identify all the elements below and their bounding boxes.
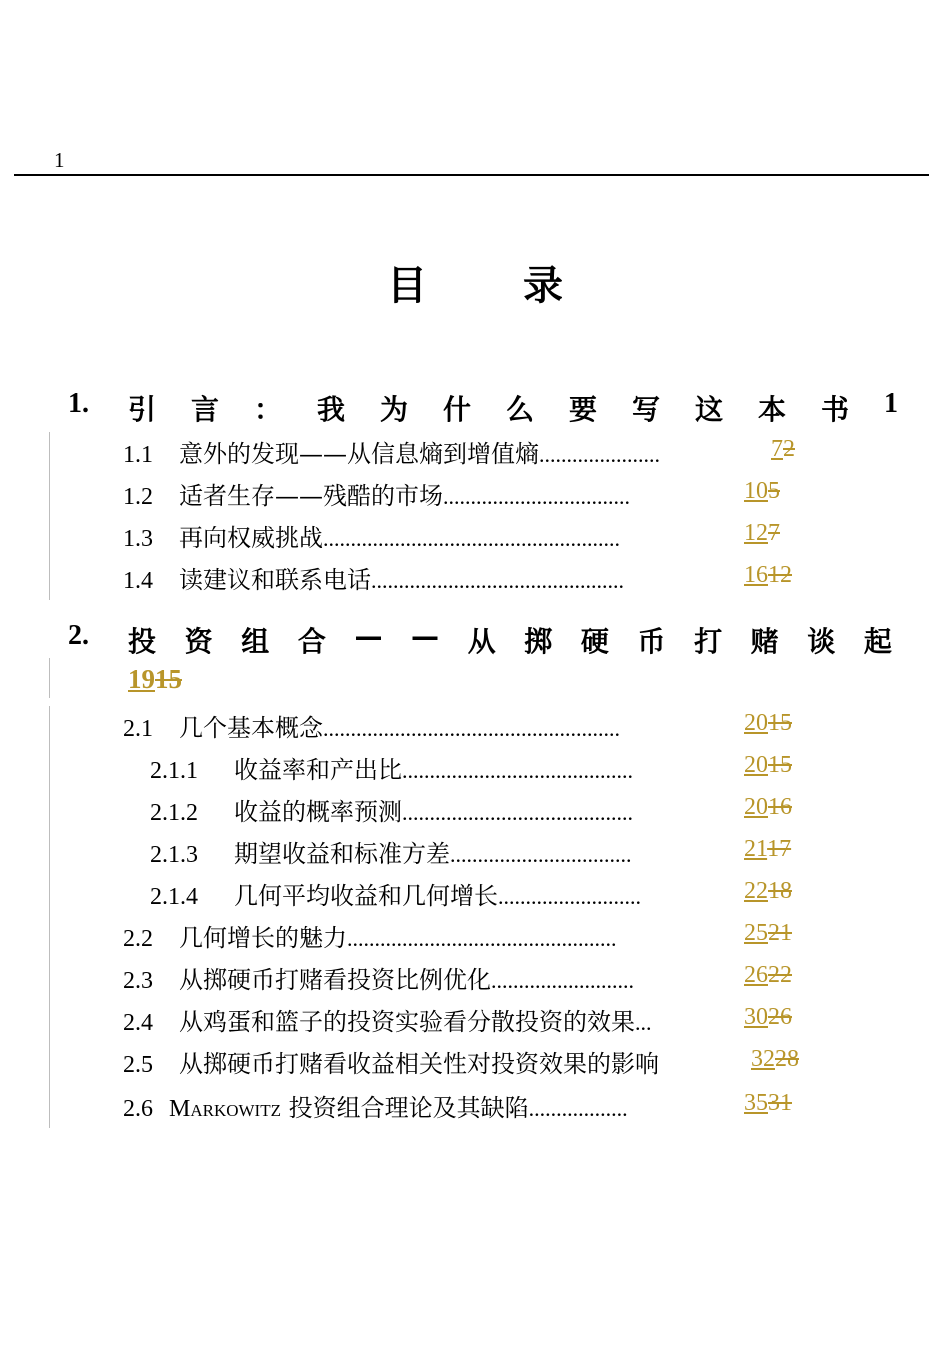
page-inserted: 19 <box>128 664 155 694</box>
heading-char: 币 <box>637 625 666 658</box>
heading-char: 投 <box>128 625 157 658</box>
page-inserted: 10 <box>744 478 768 504</box>
change-bar <box>49 432 50 600</box>
entry-number: 2.3 <box>123 968 153 994</box>
entry-number: 2.1.2 <box>150 800 198 826</box>
heading-char: 引 <box>128 393 157 426</box>
entry-leader-dots: .......................................... <box>402 800 633 825</box>
page-deleted: 26 <box>768 1004 792 1030</box>
entry-title: 收益的概率预测 <box>234 798 402 826</box>
heading-char: 合 <box>297 625 326 658</box>
heading-char: 起 <box>863 625 892 658</box>
entry-title: 读建议和联系电话 <box>179 566 371 594</box>
page-inserted: 7 <box>771 436 783 462</box>
entry-leader-dots: .......................... <box>498 884 641 909</box>
page-deleted: 16 <box>768 794 792 820</box>
page-deleted: 31 <box>768 1090 792 1116</box>
page-inserted: 20 <box>744 752 768 778</box>
entry-title: 从掷硬币打赌看收益相关性对投资效果的影响 <box>179 1050 659 1078</box>
chapter-number: 2. <box>68 620 89 651</box>
entry-title: 从鸡蛋和篮子的投资实验看分散投资的效果 <box>179 1008 635 1036</box>
heading-char: 本 <box>758 393 787 426</box>
heading-char: 要 <box>569 393 598 426</box>
heading-char: 么 <box>506 393 535 426</box>
heading-char: ： <box>254 393 283 426</box>
entry-title: 期望收益和标准方差 <box>234 840 450 868</box>
entry-title: 几何增长的魅力 <box>179 924 347 952</box>
heading-char: — <box>411 620 440 653</box>
entry-page[interactable] <box>744 1090 792 1117</box>
entry-leader-dots: ................................................. <box>347 926 617 951</box>
heading-char: — <box>354 620 383 653</box>
page-inserted: 12 <box>744 520 768 546</box>
page-deleted: 5 <box>768 478 780 504</box>
chapter-2-heading[interactable] <box>68 620 892 660</box>
entry-title: 意外的发现——从信息熵到增值熵 <box>179 440 539 468</box>
page-inserted: 20 <box>744 710 768 736</box>
entry-number: 2.1 <box>123 716 153 742</box>
page-deleted: 15 <box>768 710 792 736</box>
page-deleted: 21 <box>768 920 792 946</box>
heading-char: 书 <box>821 393 850 426</box>
entry-page[interactable] <box>744 710 792 737</box>
page-inserted: 26 <box>744 962 768 988</box>
page-deleted: 17 <box>767 836 792 862</box>
toc-entry-2-1[interactable] <box>123 710 620 746</box>
heading-char: 赌 <box>750 625 779 658</box>
change-bar <box>49 658 50 698</box>
entry-page[interactable] <box>744 1004 792 1031</box>
toc-entry-2-4[interactable] <box>123 1004 652 1040</box>
toc-entry-2-3[interactable] <box>123 962 634 998</box>
chapter-1-heading[interactable] <box>68 388 898 424</box>
entry-page[interactable] <box>744 752 792 779</box>
toc-entry-2-6[interactable] <box>123 1090 628 1126</box>
entry-title: 适者生存——残酷的市场 <box>179 482 443 510</box>
entry-number: 2.1.3 <box>150 842 198 868</box>
page-deleted: 15 <box>155 664 182 694</box>
page-deleted: 15 <box>768 752 792 778</box>
entry-number: 2.1.4 <box>150 884 198 910</box>
toc-title-char: 目 <box>387 263 427 309</box>
entry-leader-dots: ................................. <box>450 842 632 867</box>
entry-number: 2.5 <box>123 1052 153 1078</box>
entry-title: 投资组合理论及其缺陷 <box>288 1094 529 1122</box>
page-inserted: 20 <box>744 794 768 820</box>
entry-leader-dots: ... <box>635 1010 652 1035</box>
change-bar <box>49 706 50 1128</box>
entry-leader-dots: .................................. <box>443 484 630 509</box>
toc-entry-1-3[interactable] <box>123 520 620 556</box>
toc-entry-2-1-3[interactable] <box>150 836 632 872</box>
heading-char: 这 <box>695 393 724 426</box>
entry-title: 几何平均收益和几何增长 <box>234 882 498 910</box>
heading-char: 言 <box>191 393 220 426</box>
entry-page[interactable] <box>744 478 780 505</box>
heading-char: 从 <box>467 625 496 658</box>
entry-number: 1.1 <box>123 442 153 468</box>
entry-page[interactable] <box>744 878 792 905</box>
heading-char: 掷 <box>524 625 553 658</box>
heading-char: 打 <box>694 625 723 658</box>
toc-entry-2-5[interactable] <box>123 1046 659 1082</box>
entry-page[interactable] <box>744 836 791 863</box>
toc-entry-1-4[interactable] <box>123 562 624 598</box>
heading-char: 什 <box>443 393 472 426</box>
entry-number: 2.2 <box>123 926 153 952</box>
toc-entry-1-1[interactable] <box>123 436 660 472</box>
entry-page[interactable] <box>744 562 792 589</box>
page-deleted: 18 <box>768 878 792 904</box>
page-deleted: 12 <box>768 562 792 588</box>
heading-char: 资 <box>184 625 213 658</box>
entry-leader-dots: .......................... <box>491 968 634 993</box>
entry-page[interactable] <box>771 436 795 463</box>
toc-entry-2-1-1[interactable] <box>150 752 633 788</box>
chapter-number: 1. <box>68 388 89 419</box>
entry-leader-dots: .............................................. <box>371 568 624 593</box>
page-deleted: 7 <box>768 520 780 546</box>
heading-char: 我 <box>317 393 346 426</box>
entry-page[interactable] <box>744 520 780 547</box>
entry-page[interactable] <box>744 920 792 947</box>
entry-number: 1.3 <box>123 526 153 552</box>
toc-entry-2-2[interactable] <box>123 920 617 956</box>
entry-title: 再向权威挑战 <box>179 524 323 552</box>
toc-entry-1-2[interactable] <box>123 478 630 514</box>
page-inserted: 35 <box>744 1090 768 1116</box>
entry-title: 收益率和产出比 <box>234 756 402 784</box>
chapter-2-page[interactable] <box>128 664 182 695</box>
entry-title: 几个基本概念 <box>179 714 323 742</box>
heading-char: 组 <box>241 625 270 658</box>
entry-page[interactable] <box>744 962 792 989</box>
page-deleted: 2 <box>783 436 795 462</box>
entry-title-prefix: Markowitz <box>169 1096 281 1122</box>
entry-leader-dots: .................. <box>528 1096 628 1121</box>
page-inserted: 22 <box>744 878 768 904</box>
toc-entry-2-1-2[interactable] <box>150 794 633 830</box>
page-inserted: 25 <box>744 920 768 946</box>
entry-number: 1.2 <box>123 484 153 510</box>
entry-number: 1.4 <box>123 568 153 594</box>
heading-char: 为 <box>380 393 409 426</box>
page-inserted: 16 <box>744 562 768 588</box>
toc-title <box>0 254 950 311</box>
page-inserted: 32 <box>751 1046 775 1072</box>
entry-leader-dots: ...................................................... <box>323 716 620 741</box>
page-number: 1 <box>54 148 65 172</box>
entry-page[interactable] <box>751 1046 799 1073</box>
header-rule <box>14 174 929 176</box>
heading-char: 谈 <box>807 625 836 658</box>
page-inserted: 21 <box>744 836 768 862</box>
toc-title-char: 录 <box>523 263 563 309</box>
heading-char: 硬 <box>580 625 609 658</box>
toc-entry-2-1-4[interactable] <box>150 878 641 914</box>
page-inserted: 30 <box>744 1004 768 1030</box>
page-deleted: 28 <box>775 1046 799 1072</box>
entry-page[interactable] <box>744 794 792 821</box>
page-deleted: 22 <box>768 962 792 988</box>
entry-leader-dots: ...................... <box>539 442 660 467</box>
entry-title: 从掷硬币打赌看投资比例优化 <box>179 966 491 994</box>
heading-char: 写 <box>632 393 661 426</box>
chapter-page: 1 <box>884 388 898 419</box>
entry-number: 2.4 <box>123 1010 153 1036</box>
entry-number: 2.6 <box>123 1096 153 1122</box>
entry-leader-dots: ...................................................... <box>323 526 620 551</box>
entry-number: 2.1.1 <box>150 758 198 784</box>
entry-leader-dots: .......................................... <box>402 758 633 783</box>
